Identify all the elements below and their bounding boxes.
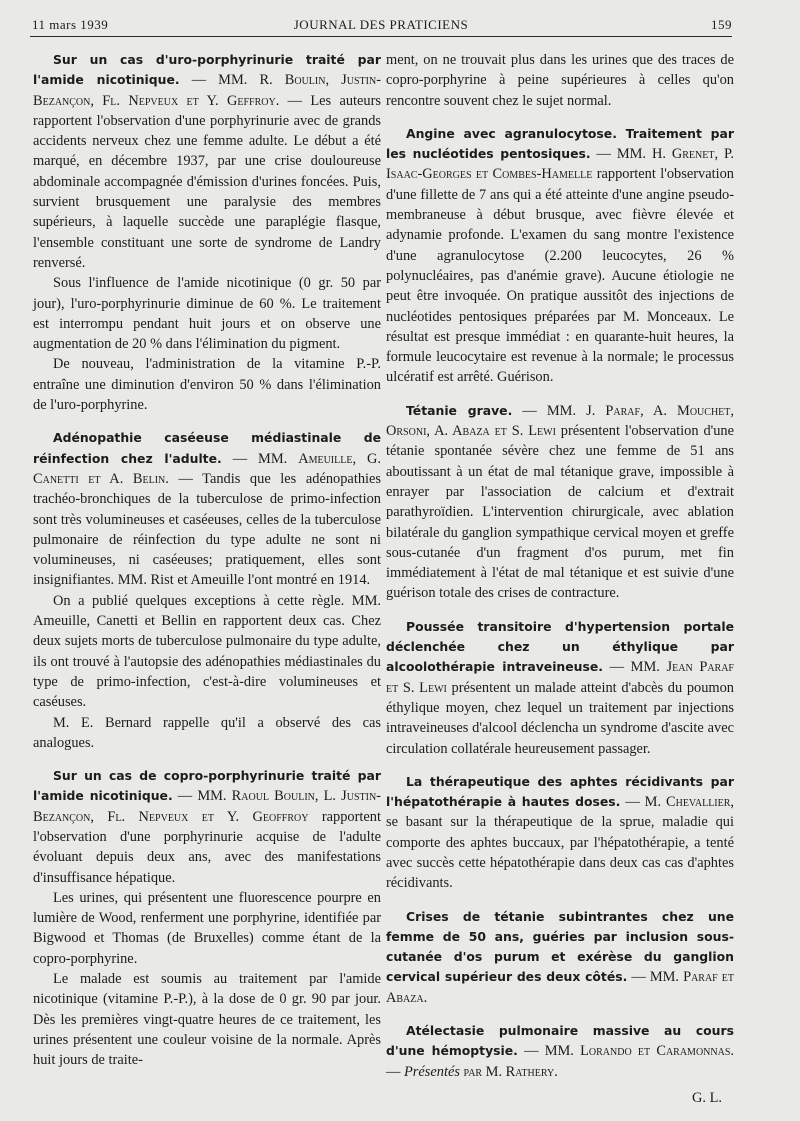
article-dash: — MM. [221, 450, 299, 467]
article-title: Sur un cas d'uro-porphyrinurie traité par l'amide nicotinique. [33, 52, 381, 88]
article-text: — [386, 1063, 404, 1080]
article-title: Sur un cas de copro-porphyrinurie traité par l'amide nicotinique. [33, 768, 381, 804]
article-dash: — MM. [517, 1043, 581, 1060]
article-authors: Chevallier, [666, 794, 735, 811]
article-lead [386, 401, 734, 604]
article-dash: — MM. [602, 659, 667, 676]
article-authors: Paraf et Abaza. [386, 969, 735, 1006]
article-agranulocytose [386, 124, 734, 388]
article-title: La thérapeutique des aphtes récidivants par l'hépatothérapie à hautes doses. [386, 773, 734, 810]
article-title: Adénopathie caséeuse médiastinale de réinfection chez l'adulte. [33, 430, 381, 466]
article-title: Tétanie grave. [406, 402, 513, 418]
continued-text: ment, on ne trouvait plus dans les urines que des traces de copro-porphyrine à peine supérieures à celles qu'on rencontre souvent chez le sujet normal. [386, 52, 734, 109]
article-dash: — MM. [172, 788, 232, 805]
article-title: Crises de tétanie subintrantes chez une femme de 50 ans, guéries par inclusion sous-cutanée d'os purum et exérèse du ganglion cervical supérieur des deux côtés. [386, 908, 734, 985]
article-lead [33, 428, 381, 590]
article-paragraph: Sous l'influence de l'amide nicotinique (0 gr. 50 par jour), l'uro-porphyrinurie diminue de 60 %. Le traitement est interrompu pendant huit jours et on observe une augmentation de 20 % dans l'élimination du pigment. [33, 275, 381, 353]
article-authors: J. Paraf, A. Mouchet, Orsoni, A. Abaza et S. Lewi [386, 402, 734, 440]
article-dash: — MM. [590, 146, 652, 163]
article-text: se basant sur la thérapeutique de la sprue, maladie qui comporte des aphtes buccaux, par l'hépatothérapie, a tenté avec succès cette hépatothérapie dans deux cas cas d'aphtes récidivants. [386, 814, 734, 892]
article-lead [386, 124, 734, 388]
article-lead [33, 766, 381, 888]
article-text: rapportent l'observation d'une porphyrinurie acquise de l'adulte évoluant depuis deux ans, avec des manifestations d'insuffisance hépatique. [33, 808, 382, 886]
article-paragraph: Les urines, qui présentent une fluorescence pourpre en lumière de Wood, renferment une porphyrine, identifiée par Bigwood et Thomas (de Bruxelles) comme étant de la copro-porphyrine. [33, 889, 381, 967]
article-authors: Lorando et Caramonnas. [580, 1043, 734, 1060]
right-column [386, 50, 734, 1121]
article-atelectasie [386, 1021, 734, 1108]
article-hypertension-portale [386, 617, 734, 759]
article-aphtes [386, 772, 734, 894]
article-title: Atélectasie pulmonaire massive au cours d'une hémoptysie. [386, 1023, 734, 1059]
page-number: 159 [711, 17, 732, 32]
article-lead [386, 617, 734, 759]
article-paragraph: M. E. Bernard rappelle qu'il a observé des cas analogues. [33, 714, 381, 751]
running-header [30, 14, 732, 37]
article-text: présentent un malade atteint d'abcès du poumon éthylique moyen, chez lequel un traitement par injections intraveineuses d'alcool déclencha un syndrome d'ascite avec circulation collatérale heureusement passager. [386, 679, 734, 757]
article-continuation [386, 50, 734, 111]
article-copro-porphyrinurie [33, 766, 381, 1070]
article-text: — Les auteurs rapportent l'observation d'une porphyrinurie avec de grands accidents nerveux chez une femme adulte. Le début a été marqué, en décembre 1937, par une crise douloureuse abdominale accompagnée d'émission d'urines foncées. Puis, survient brusquement une paralysie des membres supérieurs, à laquelle succède une paraplégie flasque, l'ensemble constituant une sorte de syndrome de Landry renversé. [33, 92, 381, 271]
article-text: présentent l'observation d'une tétanie spontanée sévère chez une femme de 51 ans aboutissant à un état de mal tétanique grave, impossible à enrayer par l'association de calcium et d'extrait parathyroïdien. L'intervention chirurgicale, avec ablation bilatérale du ganglion sympathique cervical moyen et greffe sous-cutanée d'un fragment d'os purum, met fin immédiatement à l'état de mal tétanique et est suivie d'une guérison totale des crises de contracture. [386, 423, 735, 602]
article-title: Poussée transitoire d'hypertension portale déclenchée chez un éthylique par alcoolothérapie intraveineuse. [386, 618, 734, 675]
article-title: Angine avec agranulocytose. Traitement par les nucléotides pentosiques. [386, 125, 734, 162]
article-paragraph: Le malade est soumis au traitement par l'amide nicotinique (vitamine P.-P.), à la dose de 0 gr. 90 par jour. Dès les premières vingt-quatre heures de ce traitement, les urines présentent une couleur voisine de la normale. Après huit jours de traite- [33, 971, 381, 1069]
presented-label: Présentés [404, 1063, 460, 1080]
article-tetanie-grave [386, 401, 734, 604]
article-dash: — MM. [627, 969, 684, 986]
article-paragraph: On a publié quelques exceptions à cette règle. MM. Ameuille, Canetti et Bellin en rapportent deux cas. Chez deux sujets morts de tuberculose pulmonaire du type adulte, ils ont trouvé à l'autopsie des adénopathies médiastinales du type de primo-infection, c'est-à-dire volumineuses et caséuses. [33, 592, 381, 711]
article-paragraph: De nouveau, l'administration de la vitamine P.-P. entraîne une diminution d'environ 50 % dans l'élimination de l'uro-porphyrine. [33, 356, 381, 414]
article-dash: — MM. [512, 402, 587, 419]
article-lead [386, 772, 734, 894]
article-lead [386, 907, 734, 1008]
article-authors: R. Boulin, Justin-Bezançon, Fl. Nepveux et Y. Geffroy. [33, 72, 381, 109]
article-adenopathie [33, 428, 381, 753]
article-lead [386, 1021, 734, 1082]
article-text: rapportent l'observation d'une fillette de 7 ans qui a été atteinte d'une angine pseudo-membraneuse à début brusque, avec fièvre élevée et adynamie profonde. L'examen du sang montre l'existence d'une agranulocytose (2.200 leucocytes, 26 % polynucléaires, pas d'anémie grave). Aucune étiologie ne peut être invoquée. On pratique aussitôt des injections de nucléotides pentosiques préparées par M. Monceaux. Le résultat est presque immédiat : en quarante-huit heures, la formule leucocytaire est revenue à la normale; le processus ulcératif est arrêté. Guérison. [386, 166, 734, 386]
article-text: — Tandis que les adénopathies trachéo-bronchiques de la tuberculose de primo-infection sont très volumineuses et caséeuses, celles de la tuberculose pulmonaire de réinfection du type adulte ne sont ni volumineuses, ni caséeuses; pratiquement, elles sont insignifiantes. MM. Rist et Ameuille l'ont montré en 1914. [33, 470, 381, 589]
article-dash: — MM. [179, 72, 260, 89]
article-lead [33, 50, 381, 273]
article-authors: H. Grenet, P. Isaac-Georges et Combes-Hamelle [386, 146, 734, 183]
journal-title: JOURNAL DES PRATICIENS [293, 17, 469, 32]
article-authors: Jean Paraf et S. Lewi [386, 659, 734, 696]
presented-by: par M. Rathery. [459, 1063, 558, 1080]
article-dash: — M. [620, 794, 666, 811]
left-column [33, 50, 381, 1084]
article-uro-porphyrinurie [33, 50, 381, 415]
article-crises-tetanie [386, 907, 734, 1008]
article-authors: Raoul Boulin, L. Justin-Bezançon, Fl. Nepveux et Y. Geoffroy [33, 788, 381, 825]
signature: G. L. [692, 1089, 722, 1106]
header-date: 11 mars 1939 [32, 17, 109, 32]
article-authors: Ameuille, G. Canetti et A. Belin. [33, 450, 381, 487]
